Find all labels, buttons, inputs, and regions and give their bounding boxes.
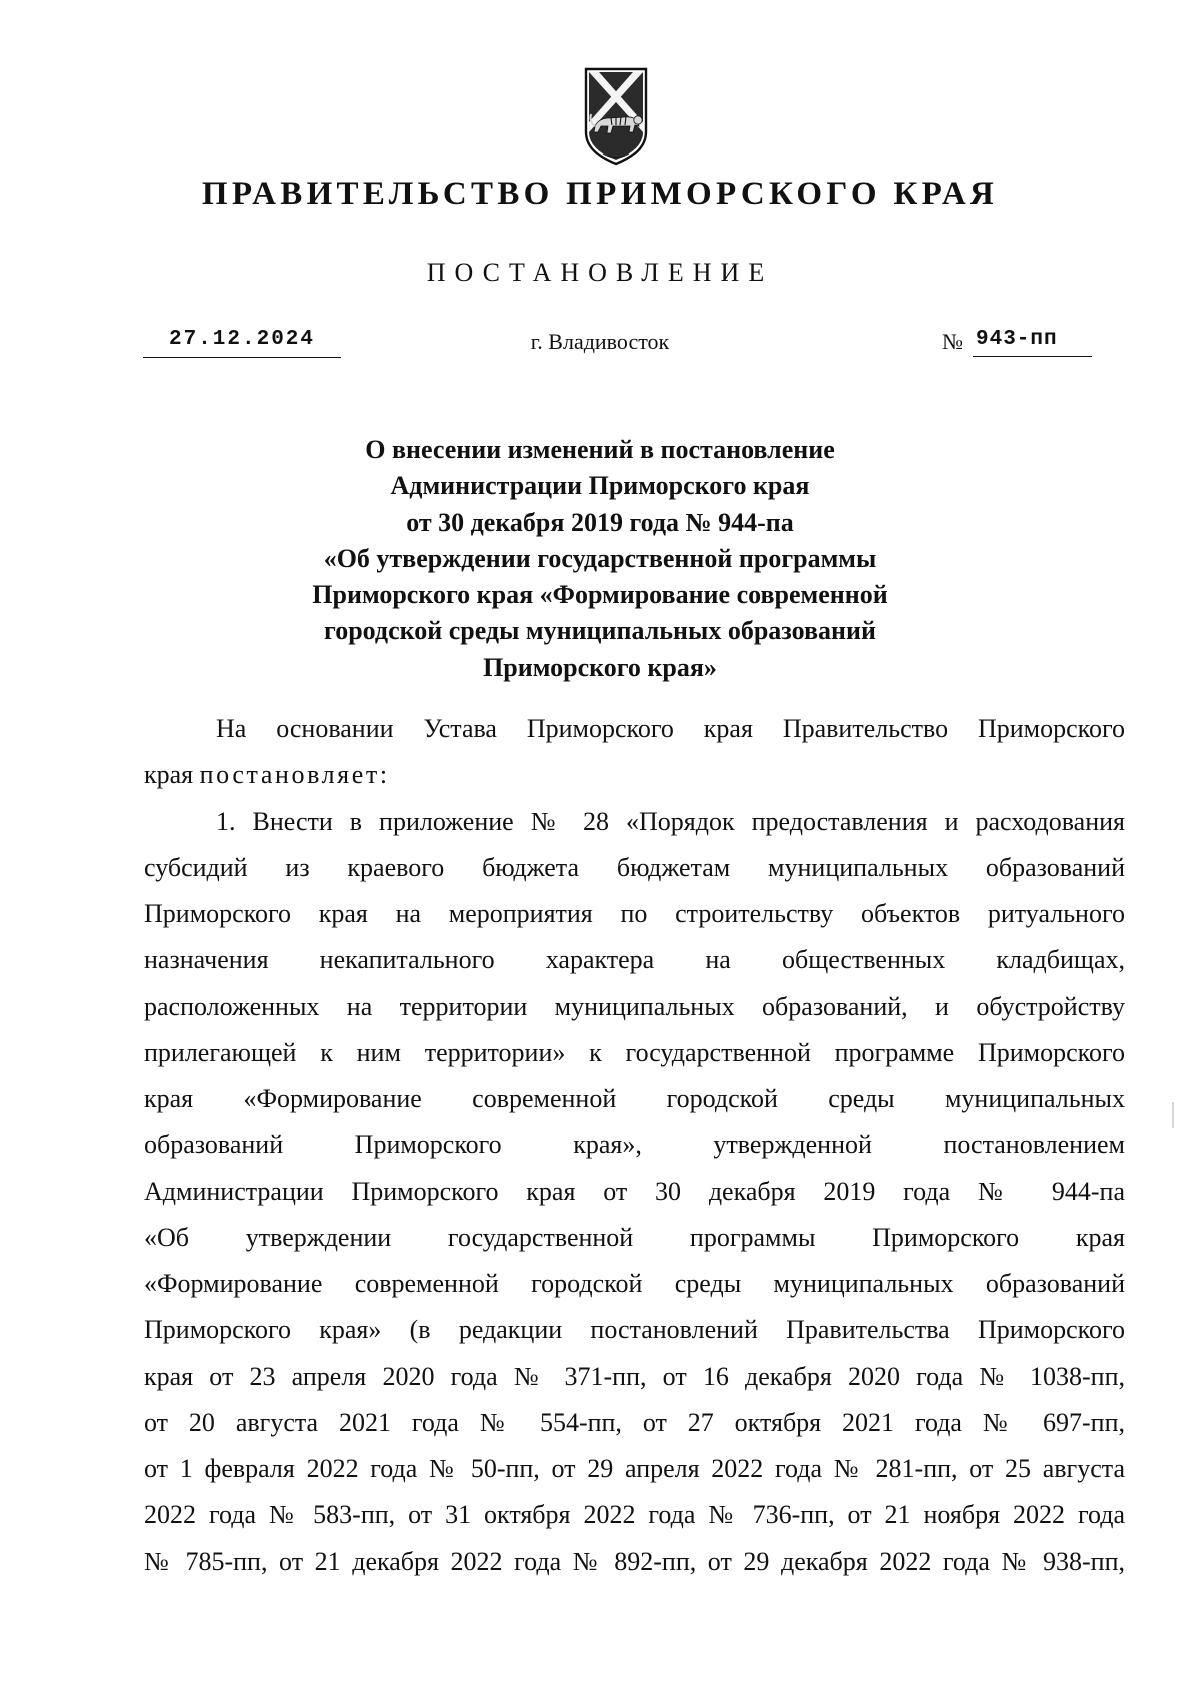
document-meta-row bbox=[0, 327, 1200, 367]
document-number: 943-пп bbox=[973, 327, 1092, 357]
body-line: 1. Внести в приложение № 28 «Порядок предоставления и расходования bbox=[216, 806, 1125, 836]
body-line: прилегающей к ним территории» к государственной программе Приморского bbox=[144, 1037, 1125, 1067]
body-line: от 1 февраля 2022 года № 50-пп, от 29 апреля 2022 года № 281-пп, от 25 августа bbox=[144, 1454, 1125, 1483]
body-line bbox=[144, 752, 1125, 798]
document-date: 27.12.2024 bbox=[143, 327, 341, 358]
body-line: «Об утверждении государственной программы Приморского края bbox=[144, 1222, 1125, 1252]
heading-line: О внесении изменений в постановление bbox=[365, 435, 835, 464]
body-line: края от 23 апреля 2020 года № 371-пп, от 16 декабря 2020 года № 1038-пп, bbox=[144, 1361, 1125, 1391]
heading-line: Администрации Приморского края bbox=[390, 471, 810, 501]
heading-line: от 30 декабря 2019 года № 944-па bbox=[406, 507, 794, 537]
body-line: назначения некапитального характера на общественных кладбищах, bbox=[144, 945, 1125, 975]
heading-line: Приморского края «Формирование современной bbox=[312, 580, 888, 610]
heading-line: Приморского края» bbox=[483, 652, 717, 682]
body-line: края «Формирование современной городской среды муниципальных bbox=[144, 1084, 1125, 1113]
body-line: Приморского края» (в редакции постановлений Правительства Приморского bbox=[144, 1315, 1125, 1345]
body-line: На основании Устава Приморского края Правительство Приморского bbox=[216, 714, 1125, 743]
body-line: 2022 года № 583-пп, от 31 октября 2022 года № 736-пп, от 21 ноября 2022 года bbox=[144, 1500, 1125, 1530]
body-text-fragment: края bbox=[144, 760, 194, 790]
number-prefix: № bbox=[942, 329, 963, 354]
scan-artifact bbox=[1172, 1102, 1174, 1128]
document-city: г. Владивосток bbox=[530, 329, 670, 354]
body-line: «Формирование современной городской среды муниципальных образований bbox=[144, 1269, 1125, 1298]
body-line: субсидий из краевого бюджета бюджетам муниципальных образований bbox=[144, 852, 1125, 882]
document-heading bbox=[0, 432, 1200, 686]
heading-line: «Об утверждении государственной программы bbox=[323, 543, 877, 573]
body-line: от 20 августа 2021 года № 554-пп, от 27 октября 2021 года № 697-пп, bbox=[144, 1407, 1125, 1437]
body-line: расположенных на территории муниципальных образований, и обустройству bbox=[144, 991, 1125, 1021]
primorsky-krai-coat-of-arms-icon bbox=[583, 66, 649, 170]
government-title: ПРАВИТЕЛЬСТВО ПРИМОРСКОГО КРАЯ bbox=[201, 176, 999, 212]
heading-line: городской среды муниципальных образований bbox=[324, 616, 876, 646]
body-line: № 785-пп, от 21 декабря 2022 года № 892-пп, от 29 декабря 2022 года № 938-пп, bbox=[144, 1546, 1125, 1576]
resolution-verb: постановляет: bbox=[199, 760, 390, 790]
document-number-block bbox=[942, 327, 1092, 357]
document-type: ПОСТАНОВЛЕНИЕ bbox=[426, 258, 774, 287]
document-body bbox=[144, 706, 1125, 1585]
body-line: Приморского края на мероприятия по строительству объектов ритуального bbox=[144, 899, 1125, 928]
body-line: Администрации Приморского края от 30 декабря 2019 года № 944-па bbox=[144, 1176, 1125, 1206]
body-line: образований Приморского края», утвержденной постановлением bbox=[144, 1130, 1125, 1160]
